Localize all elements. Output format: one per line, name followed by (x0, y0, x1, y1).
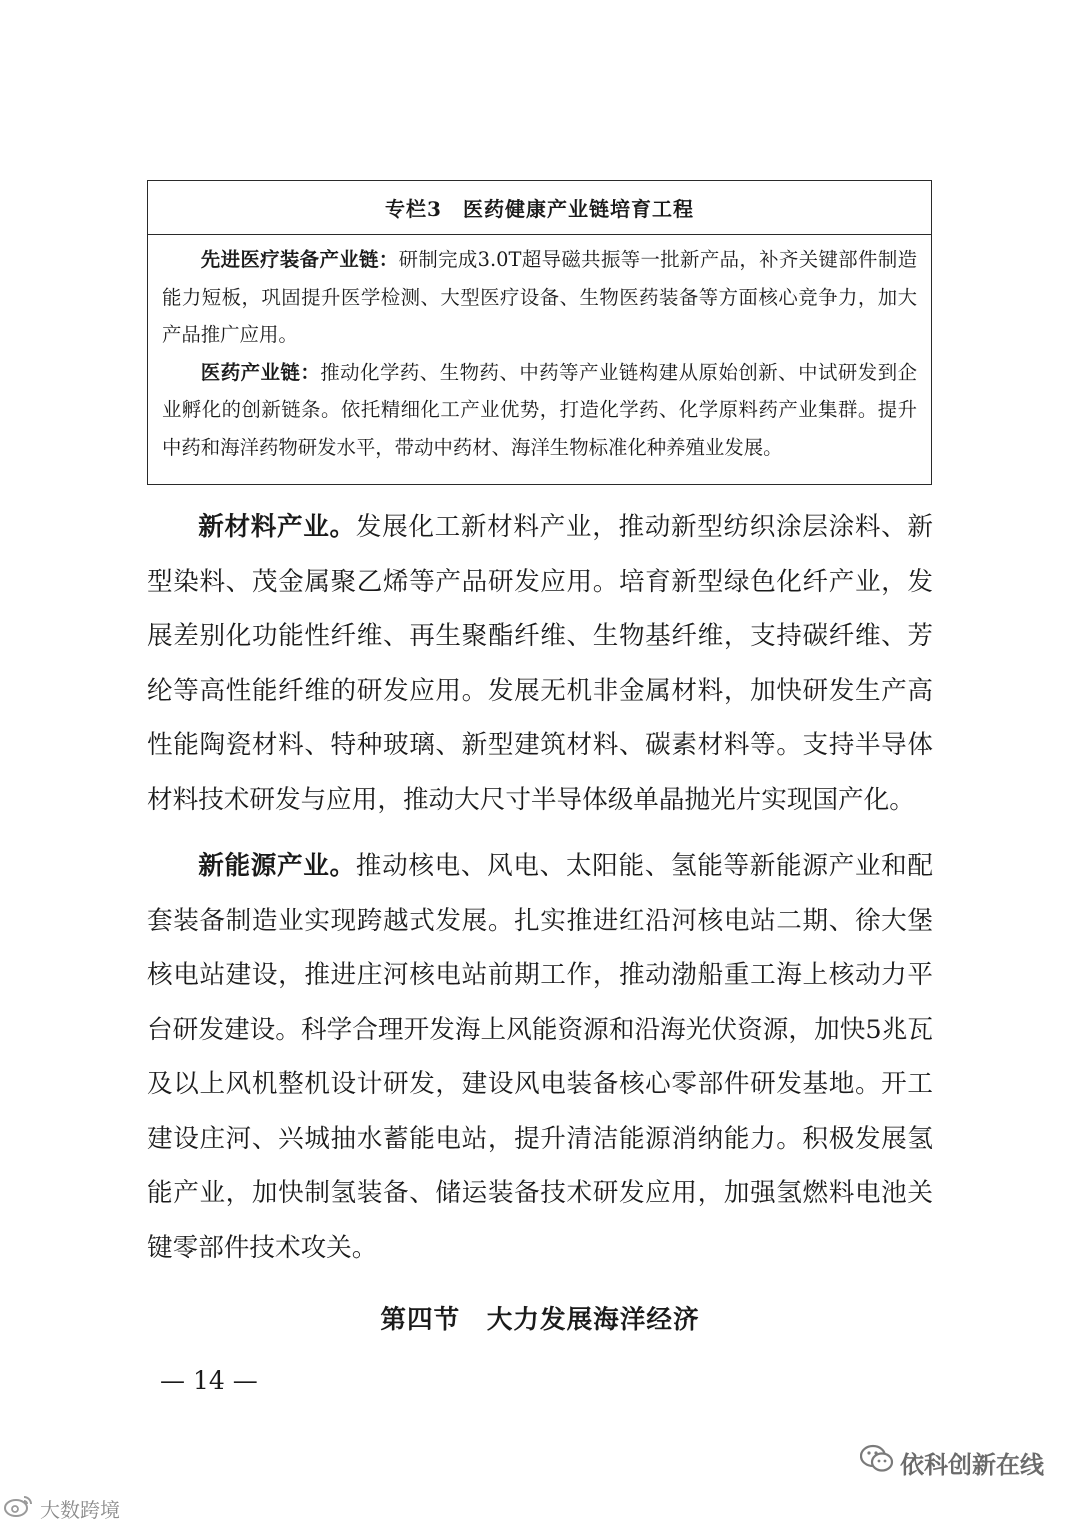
column-box-body (148, 235, 931, 466)
paragraph-lead: 新材料产业。 (198, 512, 356, 542)
watermark-right-text: 依科创新在线 (900, 1450, 1044, 1479)
column-item-lead: 医药产业链： (200, 360, 321, 384)
column-item-text: 推动化学药、生物药、中药等产业链构建从原始创新、中试研发到企业孵化的创新链条。依托精细化工产业优势，打造化学药、化学原料药产业集群。提升中药和海洋药物研发水平，带动中药材、海洋生物标准化种养殖业发展。 (162, 360, 918, 459)
column-box-title: 专栏3 医药健康产业链培育工程 (148, 181, 931, 235)
paragraph-text: 发展化工新材料产业，推动新型纺织涂层涂料、新型染料、茂金属聚乙烯等产品研发应用。培育新型绿色化纤产业，发展差别化功能性纤维、再生聚酯纤维、生物基纤维，支持碳纤维、芳纶等高性能纤维的研发应用。发展无机非金属材料，加快研发生产高性能陶瓷材料、特种玻璃、新型建筑材料、碳素材料等。支持半导体材料技术研发与应用，推动大尺寸半导体级单晶抛光片实现国产化。 (147, 512, 933, 815)
main-body (147, 500, 933, 1275)
page-number: — 14 — (160, 1366, 258, 1395)
column-item-lead: 先进医疗装备产业链： (200, 248, 399, 271)
column-item-text: 研制完成3.0T超导磁共振等一批新产品，补齐关键部件制造能力短板，巩固提升医学检测、大型医疗设备、生物医药装备等方面核心竞争力，加大产品推广应用。 (162, 248, 917, 346)
watermark-left-text: 大数跨境 (40, 1498, 120, 1522)
column-item-medical-equipment (162, 241, 917, 354)
paragraph-new-energy (147, 839, 933, 1275)
watermark-right (860, 1444, 1044, 1480)
paragraph-new-materials (147, 500, 933, 827)
column-box (147, 180, 932, 485)
column-item-pharma (162, 354, 917, 467)
wechat-icon (860, 1444, 894, 1480)
section-heading: 第四节 大力发展海洋经济 (380, 1305, 700, 1335)
weibo-icon (4, 1494, 34, 1523)
watermark-left (4, 1494, 120, 1523)
paragraph-text: 推动核电、风电、太阳能、氢能等新能源产业和配套装备制造业实现跨越式发展。扎实推进红沿河核电站二期、徐大堡核电站建设，推进庄河核电站前期工作，推动渤船重工海上核动力平台研发建设。科学合理开发海上风能资源和沿海光伏资源，加快5兆瓦及以上风机整机设计研发，建设风电装备核心零部件研发基地。开工建设庄河、兴城抽水蓄能电站，提升清洁能源消纳能力。积极发展氢能产业，加快制氢装备、储运装备技术研发应用，加强氢燃料电池关键零部件技术攻关。 (147, 851, 933, 1263)
paragraph-lead: 新能源产业。 (198, 851, 356, 881)
